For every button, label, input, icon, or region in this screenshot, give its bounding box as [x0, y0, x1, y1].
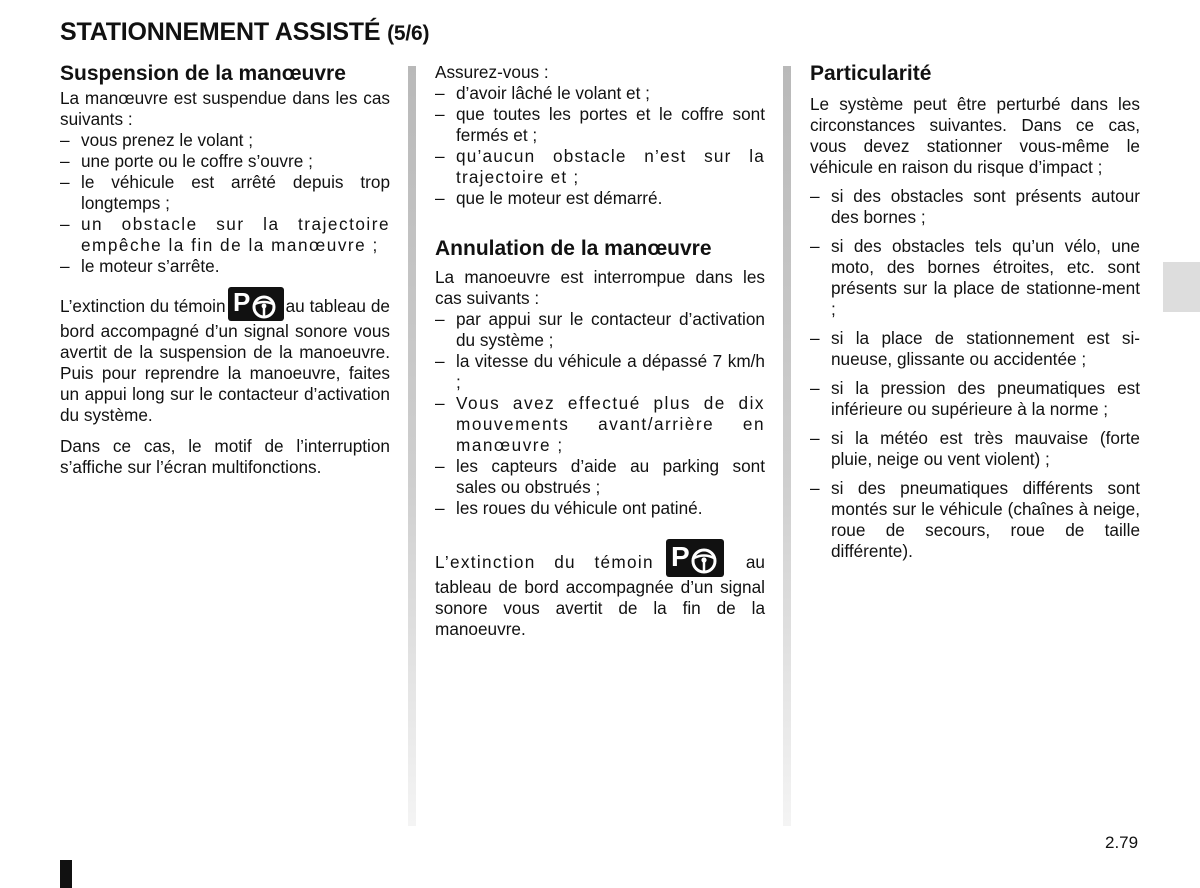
annulation-intro: La manoeuvre est interrompue dans les cas suivants : — [435, 267, 765, 308]
list-item: – la vitesse du véhicule a dépassé 7 km/h ; — [435, 351, 765, 393]
heading-particularite: Particularité — [810, 62, 932, 85]
annulation-lamp-paragraph — [435, 539, 765, 640]
list-item: – les capteurs d’aide au parking sont sales ou obstrués ; — [435, 456, 765, 498]
list-item: – si des obstacles sont présents autour des bornes ; — [810, 186, 1140, 228]
list-item: – si des obstacles tels qu’un vélo, une moto, des bornes étroites, etc. sont présents sur la place de stationne-ment ; — [810, 236, 1140, 320]
suspension-lamp-paragraph — [60, 287, 390, 426]
heading-suspension: Suspension de la manœuvre — [60, 62, 346, 85]
park-assist-steering-wheel-icon — [666, 539, 724, 577]
list-item: – une porte ou le coffre s’ouvre ; — [60, 151, 390, 172]
page-number: 2.79 — [1105, 833, 1139, 852]
list-item: – qu’aucun obstacle n’est sur la trajectoire et ; — [435, 146, 765, 188]
interruption-paragraph: Dans ce cas, le motif de l’interruption s’affiche sur l’écran multifonctions. — [60, 436, 390, 477]
list-item: – que toutes les portes et le coffre sont fermés et ; — [435, 104, 765, 146]
title-page-fraction: (5/6) — [387, 22, 430, 45]
suspension-intro: La manœuvre est suspendue dans les cas suivants : — [60, 88, 390, 129]
section-suspension — [60, 60, 390, 478]
lamp-text-after: au tableau de bord accompagné d’un signal sonore vous avertit de la suspension de la manoeuvre. Puis pour reprendre la manoeuvre, faites un appui long sur le contacteur d’activation du système. — [60, 296, 390, 425]
list-item: – vous prenez le volant ; — [60, 130, 390, 151]
lamp-text-after: au tableau de bord accompagnée d’un signal sonore vous avertit de la fin de la manoeuvre. — [435, 552, 765, 639]
assurez-intro: Assurez-vous : — [435, 62, 549, 82]
chapter-tab — [1163, 262, 1200, 312]
lamp-text-before: L’extinction du témoin — [435, 552, 654, 572]
list-item: – Vous avez effectué plus de dix mouvements avant/arrière en manœuvre ; — [435, 393, 765, 456]
svg-text:P: P — [232, 287, 250, 317]
particularite-list — [810, 186, 1140, 562]
list-item: – si la place de stationnement est si-nueuse, glissante ou accidentée ; — [810, 328, 1140, 370]
list-item: – le moteur s’arrête. — [60, 256, 390, 277]
suspension-list — [60, 130, 390, 277]
list-item: – le véhicule est arrêté depuis trop longtemps ; — [60, 172, 390, 214]
list-item: – par appui sur le contacteur d’activation du système ; — [435, 309, 765, 351]
list-item: – d’avoir lâché le volant et ; — [435, 83, 765, 104]
list-item: – si la météo est très mauvaise (forte pluie, neige ou vent violent) ; — [810, 428, 1140, 470]
list-item: – si des pneumatiques différents sont montés sur le véhicule (chaînes à neige, roue de secours, roue de taille différente). — [810, 478, 1140, 562]
column-divider-left — [408, 66, 416, 826]
assurez-list — [435, 83, 765, 209]
list-item: – que le moteur est démarré. — [435, 188, 765, 209]
lamp-text-before: L’extinction du témoin — [60, 296, 226, 316]
section-assurez-vous — [435, 62, 765, 640]
list-item: – les roues du véhicule ont patiné. — [435, 498, 765, 519]
corner-mark — [60, 860, 72, 888]
svg-text:P: P — [670, 541, 690, 572]
list-item: – si la pression des pneumatiques est inférieure ou supérieure à la norme ; — [810, 378, 1140, 420]
section-particularite — [810, 60, 1140, 570]
list-item: – un obstacle sur la trajectoire empêche la fin de la manœuvre ; — [60, 214, 390, 256]
particularite-intro: Le système peut être perturbé dans les circonstances suivantes. Dans ce cas, vous devez stationner vous-même le véhicule en raison du risque d’impact ; — [810, 94, 1140, 177]
column-divider-right — [783, 66, 791, 826]
page-title — [60, 18, 429, 47]
park-assist-steering-wheel-icon — [228, 287, 284, 321]
heading-annulation: Annulation de la manœuvre — [435, 237, 712, 260]
title-text: STATIONNEMENT ASSISTÉ — [60, 18, 381, 46]
annulation-list — [435, 309, 765, 519]
